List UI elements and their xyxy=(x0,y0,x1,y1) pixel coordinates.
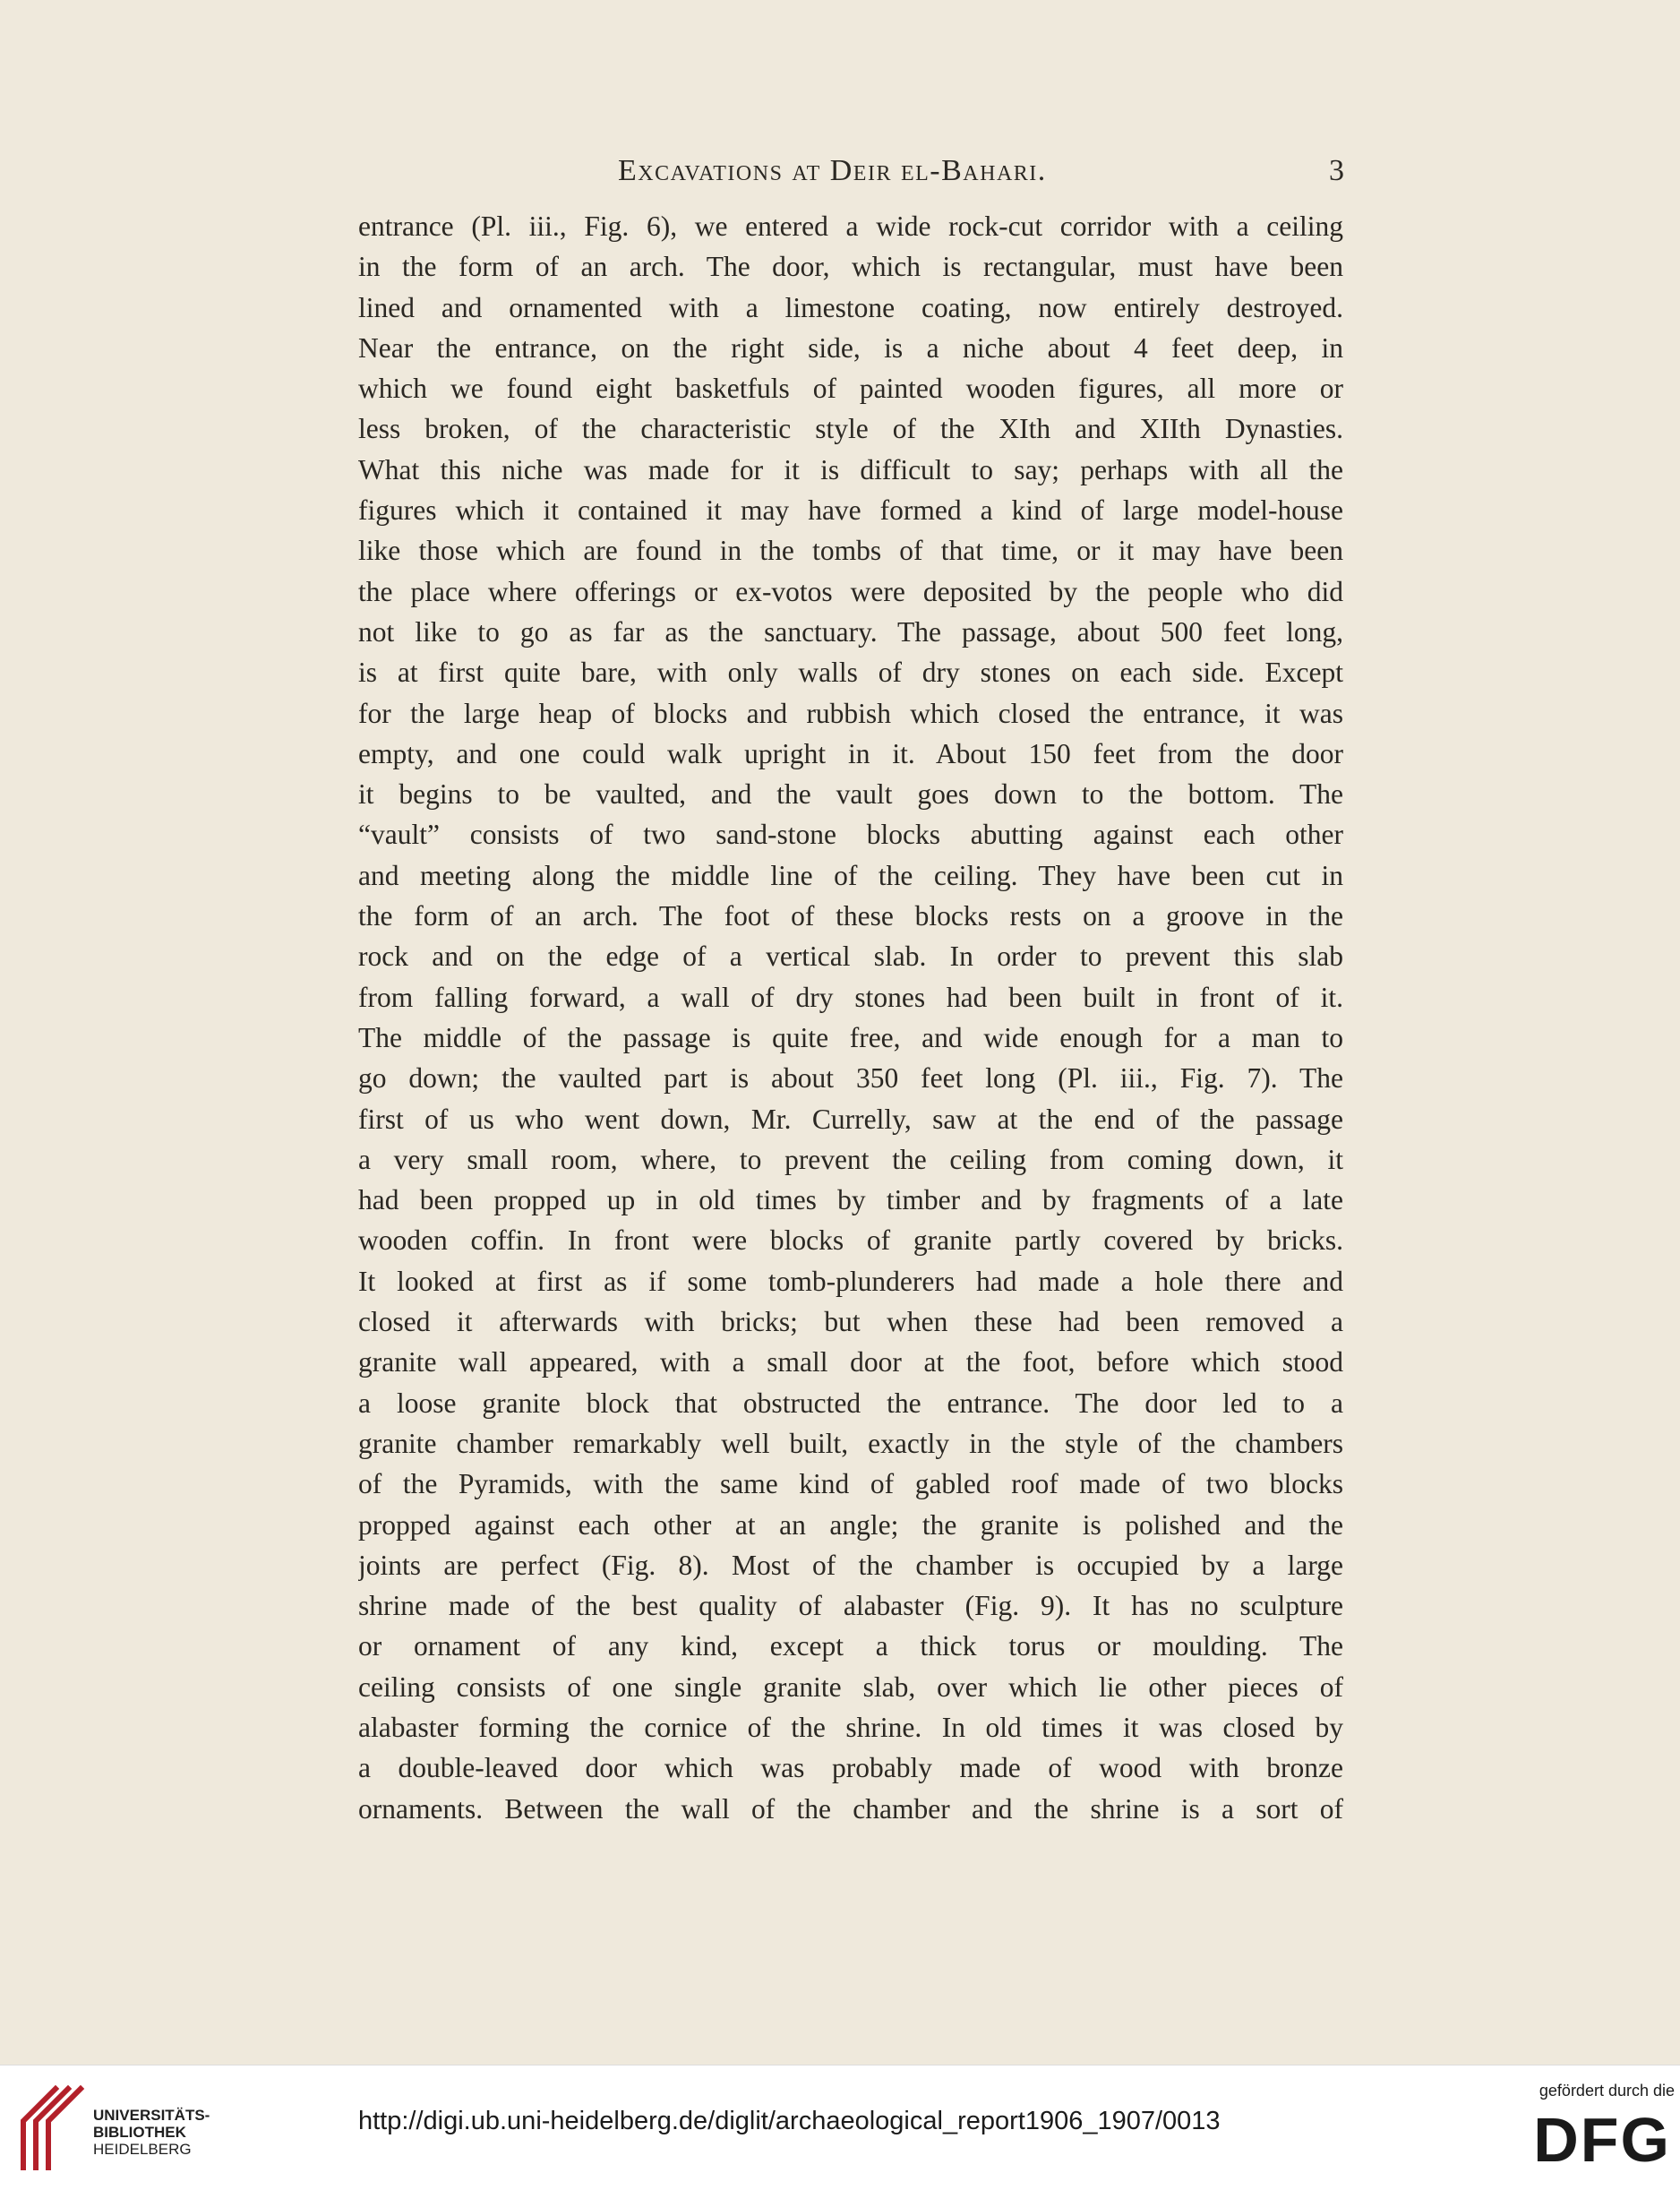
text-line: Near the entrance, on the right side, is a niche about 4 feet deep, in xyxy=(358,331,1343,364)
text-line: joints are perfect (Fig. 8). Most of the chamber is occupied by a large xyxy=(358,1549,1343,1581)
footer-bar xyxy=(0,2065,1680,2190)
library-name-line: UNIVERSITÄTS- xyxy=(93,2107,210,2124)
text-line: ornaments. Between the wall of the chamber and the shrine is a sort of xyxy=(358,1792,1343,1825)
text-line: granite wall appeared, with a small door at the foot, before which stood xyxy=(358,1346,1343,1378)
funder-caption: gefördert durch die xyxy=(1539,2082,1675,2100)
text-line: of the Pyramids, with the same kind of gabled roof made of two blocks xyxy=(358,1468,1343,1500)
text-line: less broken, of the characteristic style of the XIth and XIIth Dynasties. xyxy=(358,413,1343,445)
library-name-line: BIBLIOTHEK xyxy=(93,2124,186,2141)
text-line: go down; the vaulted part is about 350 feet long (Pl. iii., Fig. 7). The xyxy=(358,1062,1343,1095)
text-line: a loose granite block that obstructed the entrance. The door led to a xyxy=(358,1387,1343,1419)
text-line: rock and on the edge of a vertical slab. In order to prevent this slab xyxy=(358,940,1343,973)
library-name xyxy=(93,2107,227,2158)
text-line: from falling forward, a wall of dry stones had been built in front of it. xyxy=(358,981,1343,1013)
text-line: wooden coffin. In front were blocks of granite partly covered by bricks. xyxy=(358,1224,1343,1257)
text-line: propped against each other at an angle; the granite is polished and the xyxy=(358,1508,1343,1541)
university-logo[interactable] xyxy=(14,2078,220,2178)
text-line: and meeting along the middle line of the ceiling. They have been cut in xyxy=(358,859,1343,891)
text-line: figures which it contained it may have formed a kind of large model-house xyxy=(358,494,1343,527)
text-line: entrance (Pl. iii., Fig. 6), we entered a wide rock-cut corridor with a ceiling xyxy=(358,210,1343,242)
text-line: The middle of the passage is quite free, and wide enough for a man to xyxy=(358,1021,1343,1053)
text-line: alabaster forming the cornice of the shrine. In old times it was closed by xyxy=(358,1711,1343,1743)
text-line: empty, and one could walk upright in it. About 150 feet from the door xyxy=(358,737,1343,769)
text-line: in the form of an arch. The door, which is rectangular, must have been xyxy=(358,251,1343,283)
text-line: What this niche was made for it is difficult to say; perhaps with all the xyxy=(358,453,1343,485)
library-emblem-icon xyxy=(14,2085,86,2171)
text-line: a double-leaved door which was probably made of wood with bronze xyxy=(358,1752,1343,1784)
text-line: “vault” consists of two sand-stone blocks abutting against each other xyxy=(358,819,1343,851)
running-title: Excavations at Deir el-Bahari. xyxy=(618,154,1047,187)
text-line: is at first quite bare, with only walls of dry stones on each side. Except xyxy=(358,657,1343,689)
page-number: 3 xyxy=(1329,154,1344,187)
running-head xyxy=(0,154,1680,199)
text-line: had been propped up in old times by timber and by fragments of a late xyxy=(358,1184,1343,1216)
text-line: lined and ornamented with a limestone coating, now entirely destroyed. xyxy=(358,291,1343,323)
permalink-url[interactable]: http://digi.ub.uni-heidelberg.de/diglit/archaeological_report1906_1907/0013 xyxy=(358,2107,1221,2135)
dfg-logo: DFG xyxy=(1533,2105,1671,2175)
funder-block[interactable] xyxy=(1487,2082,1675,2180)
text-line: closed it afterwards with bricks; but when these had been removed a xyxy=(358,1306,1343,1338)
text-line: like those which are found in the tombs of that time, or it may have been xyxy=(358,535,1343,567)
text-line: first of us who went down, Mr. Currelly, saw at the end of the passage xyxy=(358,1103,1343,1135)
text-line: for the large heap of blocks and rubbish which closed the entrance, it was xyxy=(358,697,1343,729)
text-line: it begins to be vaulted, and the vault goes down to the bottom. The xyxy=(358,778,1343,811)
text-line: shrine made of the best quality of alabaster (Fig. 9). It has no sculpture xyxy=(358,1590,1343,1622)
text-line: granite chamber remarkably well built, exactly in the style of the chambers xyxy=(358,1427,1343,1459)
text-line: the form of an arch. The foot of these blocks rests on a groove in the xyxy=(358,900,1343,932)
text-line: which we found eight basketfuls of painted wooden figures, all more or xyxy=(358,373,1343,405)
text-line: the place where offerings or ex-votos were deposited by the people who did xyxy=(358,575,1343,607)
text-line: or ornament of any kind, except a thick torus or moulding. The xyxy=(358,1630,1343,1662)
library-name-line: HEIDELBERG xyxy=(93,2141,192,2158)
text-line: ceiling consists of one single granite slab, over which lie other pieces of xyxy=(358,1670,1343,1703)
text-line: a very small room, where, to prevent the ceiling from coming down, it xyxy=(358,1143,1343,1175)
text-line: not like to go as far as the sanctuary. The passage, about 500 feet long, xyxy=(358,615,1343,648)
body-text xyxy=(358,206,1343,1829)
text-line: It looked at first as if some tomb-plunderers had made a hole there and xyxy=(358,1265,1343,1297)
